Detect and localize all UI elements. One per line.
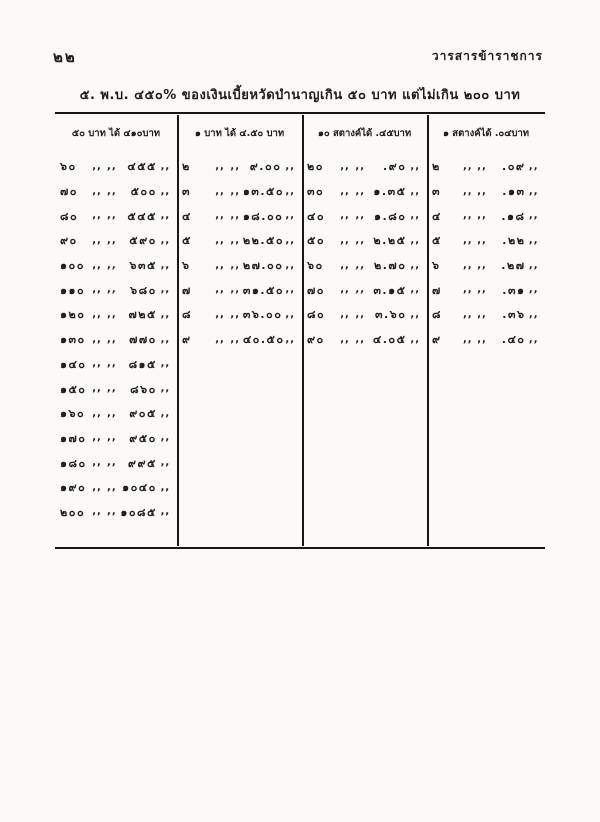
ditto-mark: ,, (355, 284, 366, 296)
table-column-satang-units (427, 114, 545, 547)
ditto-mark: ,, (107, 383, 117, 395)
ditto-mark: ,, (230, 210, 241, 222)
table-row (177, 203, 302, 228)
table-column-baht-tens (55, 114, 177, 547)
table-row (55, 450, 177, 475)
column-rows (55, 154, 177, 524)
ditto-mark: ,, (92, 481, 102, 493)
ditto-mark: ,, (92, 333, 102, 345)
ditto-mark: ,, (477, 210, 487, 222)
amount-cell: ๔ (432, 209, 442, 223)
ditto-mark: ,, (160, 284, 171, 296)
table-row (177, 179, 302, 204)
ditto-mark: ,, (285, 333, 295, 345)
table-row (302, 253, 427, 278)
column-divider (177, 115, 179, 546)
amount-cell: ๑๔๐ (60, 357, 87, 371)
ditto-mark: ,, (107, 481, 117, 493)
result-cell: .๐๙ (502, 160, 526, 174)
amount-cell: ๑๗๐ (60, 431, 87, 445)
ditto-mark: ,, (477, 234, 487, 246)
table-row (427, 203, 545, 228)
amount-cell: ๙๐ (60, 234, 78, 248)
table-row (55, 426, 177, 451)
table-row (55, 401, 177, 426)
amount-cell: ๗ (432, 283, 442, 297)
amount-cell: ๒๐ (307, 160, 324, 174)
ditto-mark: ,, (410, 259, 420, 271)
amount-cell: ๖๐ (60, 160, 77, 174)
result-cell: .๓๖ (502, 308, 526, 322)
amount-cell: ๕ (182, 234, 192, 248)
ditto-mark: ,, (285, 284, 295, 296)
result-cell: ๗๒๕ (128, 308, 157, 322)
amount-cell: ๑๑๐ (60, 283, 86, 297)
table-bottom-rule (55, 547, 545, 549)
amount-cell: ๑๘๐ (60, 456, 87, 470)
result-cell: ๕๐๐ (130, 185, 157, 199)
ditto-mark: ,, (528, 234, 539, 246)
ditto-mark: ,, (92, 259, 102, 271)
result-cell: ๑๓.๕๐ (242, 185, 285, 199)
amount-cell: ๕๐ (307, 234, 326, 248)
ditto-mark: ,, (215, 210, 225, 222)
table-row (55, 203, 177, 228)
result-cell: ๕๔๕ (127, 209, 157, 223)
table-row (55, 179, 177, 204)
ditto-mark: ,, (355, 185, 366, 197)
table-row (427, 277, 545, 302)
ditto-mark: ,, (340, 185, 350, 197)
ditto-mark: ,, (355, 308, 366, 320)
amount-cell: ๑๓๐ (60, 333, 86, 347)
table-row (427, 302, 545, 327)
table-row (302, 327, 427, 352)
table-row (177, 253, 302, 278)
ditto-mark: ,, (462, 308, 473, 320)
table-row (55, 352, 177, 377)
ditto-mark: ,, (230, 259, 241, 271)
column-rows (427, 154, 545, 352)
amount-cell: ๙ (432, 333, 442, 347)
result-cell: ๓.๖๐ (375, 308, 407, 322)
ditto-mark: ,, (107, 284, 117, 296)
ditto-mark: ,, (340, 308, 350, 320)
ditto-mark: ,, (410, 284, 420, 296)
amount-cell: ๗ (182, 283, 192, 297)
ditto-mark: ,, (285, 185, 295, 197)
column-divider (302, 115, 304, 546)
ditto-mark: ,, (340, 259, 350, 271)
amount-cell: ๗๐ (307, 283, 325, 297)
ditto-mark: ,, (285, 210, 295, 222)
amount-cell: ๖ (432, 259, 441, 273)
ditto-mark: ,, (107, 432, 117, 444)
ditto-mark: ,, (462, 333, 473, 345)
ditto-mark: ,, (340, 333, 350, 345)
ditto-mark: ,, (285, 308, 295, 320)
result-cell: .๒๒ (502, 234, 526, 248)
ditto-mark: ,, (285, 234, 295, 246)
table-row (177, 327, 302, 352)
ditto-mark: ,, (92, 284, 102, 296)
table-column-baht-units (177, 114, 302, 547)
ditto-mark: ,, (92, 308, 102, 320)
table-row (55, 228, 177, 253)
ditto-mark: ,, (528, 160, 539, 172)
ditto-mark: ,, (160, 506, 171, 518)
result-cell: ๖๘๐ (130, 283, 157, 297)
ditto-mark: ,, (462, 284, 473, 296)
result-cell: ๔๕๕ (127, 160, 157, 174)
result-cell: ๑.๘๐ (374, 209, 407, 223)
ditto-mark: ,, (340, 210, 350, 222)
amount-cell: ๘๐ (60, 209, 79, 223)
result-cell: ๒๗.๐๐ (242, 259, 284, 273)
table-column-satang-tens (302, 114, 427, 547)
result-cell: ๗๗๐ (129, 333, 157, 347)
ditto-mark: ,, (92, 432, 102, 444)
column-divider (427, 115, 429, 546)
ditto-mark: ,, (410, 210, 420, 222)
ditto-mark: ,, (215, 333, 225, 345)
ditto-mark: ,, (107, 457, 117, 469)
ditto-mark: ,, (462, 234, 473, 246)
ditto-mark: ,, (528, 333, 539, 345)
ditto-mark: ,, (215, 259, 225, 271)
column-header: ๕๐ บาท ได้ ๔๑๐บาท (71, 128, 161, 139)
result-cell: .๒๗ (501, 259, 526, 273)
ditto-mark: ,, (160, 160, 171, 172)
table-row (302, 203, 427, 228)
ditto-mark: ,, (355, 333, 366, 345)
ditto-mark: ,, (92, 234, 102, 246)
ditto-mark: ,, (107, 333, 117, 345)
ditto-mark: ,, (410, 185, 420, 197)
amount-cell: ๗๐ (60, 185, 78, 199)
result-cell: ๔๐.๕๐ (242, 333, 285, 347)
amount-cell: ๘๐ (307, 308, 326, 322)
amount-cell: ๑๐๐ (60, 259, 85, 273)
table-row (55, 327, 177, 352)
ditto-mark: ,, (215, 308, 225, 320)
ditto-mark: ,, (160, 383, 171, 395)
table-row (55, 154, 177, 179)
journal-title: วารสารข้าราชการ (431, 49, 543, 63)
ditto-mark: ,, (160, 407, 171, 419)
result-cell: .๑๘ (501, 209, 526, 223)
ditto-mark: ,, (477, 160, 487, 172)
amount-cell: ๙๐ (307, 333, 325, 347)
ditto-mark: ,, (528, 185, 539, 197)
ditto-mark: ,, (355, 234, 366, 246)
ditto-mark: ,, (230, 185, 241, 197)
ditto-mark: ,, (92, 160, 102, 172)
amount-cell: ๒ (182, 160, 191, 174)
column-rows (302, 154, 427, 352)
ditto-mark: ,, (462, 185, 473, 197)
pension-conversion-table (55, 112, 545, 550)
result-cell: ๓๑.๕๐ (242, 283, 285, 297)
result-cell: ๒๒.๕๐ (242, 234, 285, 248)
ditto-mark: ,, (355, 160, 366, 172)
result-cell: ๙๙๕ (127, 456, 157, 470)
ditto-mark: ,, (230, 333, 241, 345)
result-cell: ๑๐๘๕ (120, 505, 157, 519)
ditto-mark: ,, (107, 210, 117, 222)
table-row (177, 302, 302, 327)
ditto-mark: ,, (230, 308, 241, 320)
amount-cell: ๔๐ (307, 209, 326, 223)
ditto-mark: ,, (462, 210, 473, 222)
ditto-mark: ,, (92, 383, 102, 395)
ditto-mark: ,, (92, 407, 102, 419)
result-cell: ๕๙๐ (129, 234, 157, 248)
table-row (427, 253, 545, 278)
ditto-mark: ,, (215, 160, 225, 172)
page-number: ๒๒ (53, 48, 77, 66)
ditto-mark: ,, (410, 333, 420, 345)
ditto-mark: ,, (340, 284, 350, 296)
result-cell: ๑.๓๕ (373, 185, 407, 199)
ditto-mark: ,, (477, 284, 487, 296)
ditto-mark: ,, (410, 308, 420, 320)
column-header: ๑ สตางค์ได้ .๐๔บาท (442, 128, 530, 139)
table-row (55, 253, 177, 278)
table-row (177, 228, 302, 253)
result-cell: ๒.๗๐ (374, 259, 407, 273)
ditto-mark: ,, (160, 432, 171, 444)
result-cell: ๔.๐๕ (372, 333, 407, 347)
ditto-mark: ,, (107, 234, 117, 246)
amount-cell: ๓๐ (307, 185, 325, 199)
result-cell: .๑๓ (502, 185, 526, 199)
ditto-mark: ,, (355, 259, 366, 271)
amount-cell: ๘ (182, 308, 192, 322)
ditto-mark: ,, (160, 210, 171, 222)
ditto-mark: ,, (107, 259, 117, 271)
ditto-mark: ,, (92, 457, 102, 469)
ditto-mark: ,, (107, 160, 117, 172)
table-title: ๕. พ.บ. ๔๕๐% ของเงินเบี้ยหวัดบำนาญเกิน ๕๐ บาท แต่ไม่เกิน ๒๐๐ บาท (79, 88, 521, 103)
ditto-mark: ,, (107, 185, 117, 197)
result-cell: ๖๓๕ (129, 259, 157, 273)
ditto-mark: ,, (340, 234, 350, 246)
table-row (302, 277, 427, 302)
result-cell: ๙๕๐ (129, 431, 157, 445)
ditto-mark: ,, (215, 284, 225, 296)
ditto-mark: ,, (340, 160, 350, 172)
ditto-mark: ,, (230, 234, 241, 246)
column-header: ๑๐ สตางค์ได้ .๔๕บาท (317, 128, 412, 139)
ditto-mark: ,, (160, 481, 171, 493)
ditto-mark: ,, (477, 333, 487, 345)
table-row (427, 179, 545, 204)
result-cell: ๙๐๕ (129, 407, 157, 421)
ditto-mark: ,, (107, 407, 117, 419)
ditto-mark: ,, (92, 358, 102, 370)
result-cell: ๘๖๐ (130, 382, 157, 396)
ditto-mark: ,, (355, 210, 366, 222)
amount-cell: ๖๐ (307, 259, 324, 273)
amount-cell: ๕ (432, 234, 442, 248)
ditto-mark: ,, (92, 185, 102, 197)
table-row (302, 302, 427, 327)
ditto-mark: ,, (107, 506, 117, 518)
ditto-mark: ,, (477, 259, 487, 271)
ditto-mark: ,, (230, 284, 241, 296)
table-row (55, 302, 177, 327)
ditto-mark: ,, (230, 160, 241, 172)
amount-cell: ๑๖๐ (60, 407, 86, 421)
ditto-mark: ,, (160, 358, 171, 370)
ditto-mark: ,, (285, 160, 295, 172)
ditto-mark: ,, (107, 358, 117, 370)
result-cell: ๙.๐๐ (249, 160, 282, 174)
column-header: ๑ บาท ได้ ๔.๕๐ บาท (194, 128, 285, 139)
result-cell: .๔๐ (501, 333, 526, 347)
ditto-mark: ,, (477, 308, 487, 320)
ditto-mark: ,, (107, 308, 117, 320)
table-row (55, 277, 177, 302)
result-cell: .๙๐ (382, 160, 407, 174)
amount-cell: ๑๒๐ (60, 308, 86, 322)
table-row (427, 228, 545, 253)
table-row (302, 154, 427, 179)
table-row (302, 228, 427, 253)
result-cell: ๑๐๔๐ (122, 481, 157, 495)
ditto-mark: ,, (462, 259, 473, 271)
ditto-mark: ,, (92, 506, 102, 518)
ditto-mark: ,, (528, 210, 539, 222)
ditto-mark: ,, (477, 185, 487, 197)
ditto-mark: ,, (92, 210, 102, 222)
result-cell: ๘๑๕ (128, 357, 157, 371)
ditto-mark: ,, (528, 259, 539, 271)
table-row (55, 475, 177, 500)
result-cell: ๓๖.๐๐ (242, 308, 283, 322)
ditto-mark: ,, (160, 259, 171, 271)
amount-cell: ๘ (432, 308, 442, 322)
amount-cell: ๒ (432, 160, 441, 174)
table-row (177, 277, 302, 302)
table-row (427, 154, 545, 179)
ditto-mark: ,, (160, 333, 171, 345)
column-rows (177, 154, 302, 352)
ditto-mark: ,, (215, 185, 225, 197)
amount-cell: ๓ (432, 185, 442, 199)
amount-cell: ๙ (182, 333, 192, 347)
table-row (55, 376, 177, 401)
result-cell: ๒.๒๕ (373, 234, 407, 248)
ditto-mark: ,, (285, 259, 295, 271)
table-row (177, 154, 302, 179)
result-cell: ๑๘.๐๐ (242, 209, 284, 223)
result-cell: ๓.๑๕ (373, 283, 407, 297)
ditto-mark: ,, (410, 234, 420, 246)
ditto-mark: ,, (410, 160, 420, 172)
amount-cell: ๑๕๐ (60, 382, 87, 396)
table-row (302, 179, 427, 204)
table-row (427, 327, 545, 352)
ditto-mark: ,, (462, 160, 473, 172)
amount-cell: ๖ (182, 259, 191, 273)
ditto-mark: ,, (215, 234, 225, 246)
ditto-mark: ,, (160, 185, 171, 197)
ditto-mark: ,, (160, 457, 171, 469)
amount-cell: ๑๙๐ (60, 481, 87, 495)
ditto-mark: ,, (528, 284, 539, 296)
ditto-mark: ,, (528, 308, 539, 320)
amount-cell: ๒๐๐ (60, 505, 86, 519)
result-cell: .๓๑ (502, 283, 526, 297)
ditto-mark: ,, (160, 234, 171, 246)
amount-cell: ๓ (182, 185, 192, 199)
amount-cell: ๔ (182, 209, 192, 223)
ditto-mark: ,, (160, 308, 171, 320)
table-row (55, 500, 177, 525)
